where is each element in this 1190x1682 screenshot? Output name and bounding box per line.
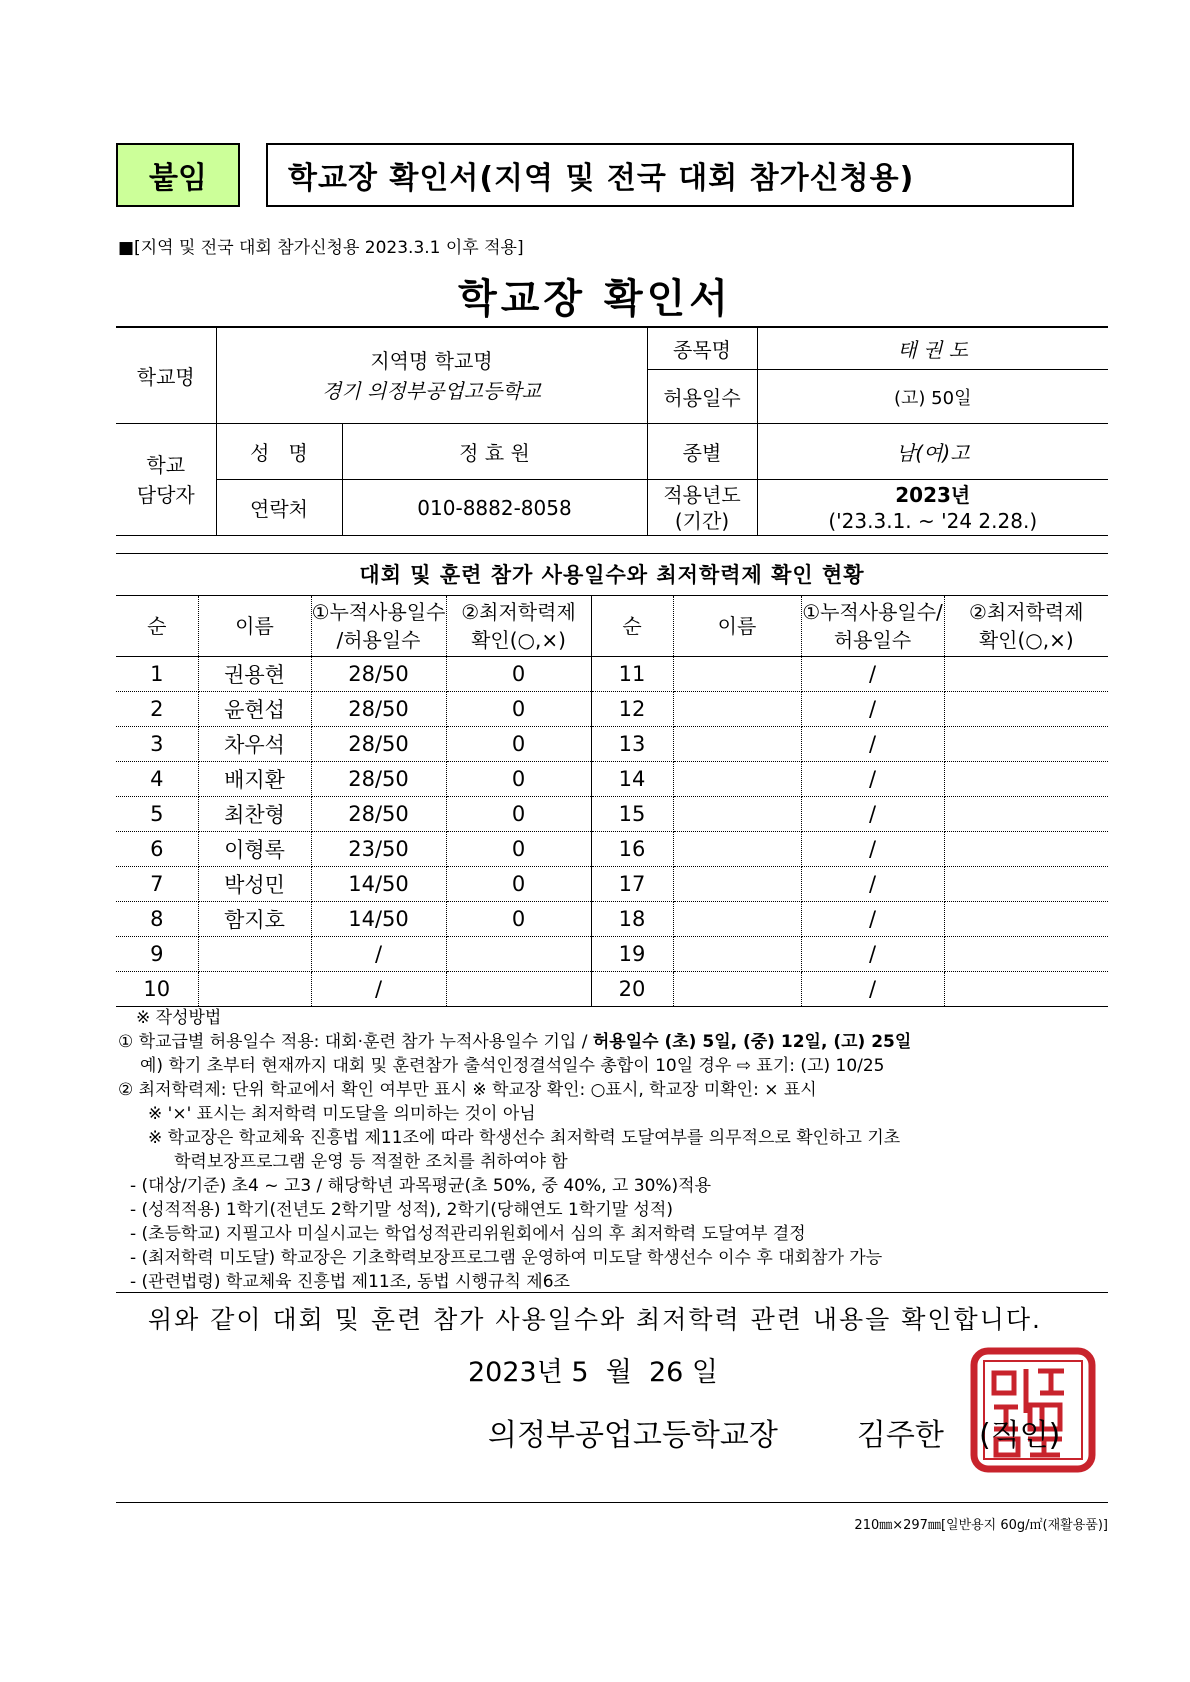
school-info-table bbox=[116, 327, 1108, 536]
row-name bbox=[673, 902, 801, 937]
row-name: 함지호 bbox=[198, 902, 311, 937]
applicability-note: ■[지역 및 전국 대회 참가신청용 2023.3.1 이후 적용] bbox=[118, 238, 524, 258]
instruction-8: - (성적적용) 1학기(전년도 2학기말 성적), 2학기(당해연도 1학기말 성적) bbox=[130, 1200, 673, 1220]
table-row bbox=[116, 797, 1108, 832]
row-check bbox=[944, 657, 1108, 692]
row-days: 14/50 bbox=[311, 867, 446, 902]
row-days: 28/50 bbox=[311, 797, 446, 832]
row-name bbox=[198, 937, 311, 972]
row-days: / bbox=[311, 972, 446, 1007]
row-name bbox=[673, 657, 801, 692]
row-check: 0 bbox=[446, 832, 591, 867]
school-name: 경기 의정부공업고등학교 bbox=[322, 378, 541, 403]
row-days: / bbox=[801, 972, 944, 1007]
row-no: 1 bbox=[116, 657, 198, 692]
row-check bbox=[446, 972, 591, 1007]
row-no: 13 bbox=[591, 727, 673, 762]
instructions bbox=[118, 1006, 1108, 1294]
row-check bbox=[944, 972, 1108, 1007]
col-header-check-line1: ②최저학력제 bbox=[461, 600, 576, 624]
row-check bbox=[944, 937, 1108, 972]
manager-label-line2: 담당자 bbox=[136, 482, 195, 507]
row-days: / bbox=[311, 937, 446, 972]
principal-name: 김주한 bbox=[856, 1418, 944, 1453]
col-header-check-right-line1: ②최저학력제 bbox=[968, 600, 1084, 624]
period-label bbox=[647, 480, 757, 536]
instruction-10: - (최저학력 미도달) 학교장은 기초학력보장프로그램 운영하여 미도달 학생선수 이수 후 대회참가 가능 bbox=[130, 1248, 883, 1268]
col-header-no-right: 순 bbox=[591, 596, 673, 657]
row-no: 17 bbox=[591, 867, 673, 902]
row-days: / bbox=[801, 762, 944, 797]
row-days: / bbox=[801, 867, 944, 902]
roster-section-title: 대회 및 훈련 참가 사용일수와 최저학력제 확인 현황 bbox=[116, 553, 1108, 596]
row-days: / bbox=[801, 797, 944, 832]
name-value: 정 효 원 bbox=[342, 424, 647, 480]
row-name bbox=[673, 797, 801, 832]
row-check: 0 bbox=[446, 657, 591, 692]
row-name bbox=[673, 762, 801, 797]
issue-date: 2023년 5 월 26 일 bbox=[468, 1357, 718, 1388]
row-check: 0 bbox=[446, 727, 591, 762]
row-check bbox=[944, 762, 1108, 797]
row-name bbox=[673, 832, 801, 867]
allowed-days-label: 허용일수 bbox=[647, 370, 757, 424]
row-name bbox=[673, 867, 801, 902]
row-no: 16 bbox=[591, 832, 673, 867]
period-range: ('23.3.1. ~ '24 2.28.) bbox=[828, 508, 1038, 533]
instruction-6: 학력보장프로그램 운영 등 적절한 조치를 취하여야 함 bbox=[174, 1152, 568, 1172]
row-days: / bbox=[801, 692, 944, 727]
row-days: / bbox=[801, 937, 944, 972]
category-label: 종별 bbox=[647, 424, 757, 480]
row-check bbox=[944, 692, 1108, 727]
row-check: 0 bbox=[446, 762, 591, 797]
table-row bbox=[116, 937, 1108, 972]
table-row bbox=[116, 657, 1108, 692]
row-name: 차우석 bbox=[198, 727, 311, 762]
event-value: 태 권 도 bbox=[757, 328, 1108, 370]
row-check bbox=[944, 902, 1108, 937]
instruction-1a: ① 학교급별 허용일수 적용: 대회·훈련 참가 누적사용일수 기입 / bbox=[118, 1032, 593, 1052]
table-row bbox=[116, 972, 1108, 1007]
row-no: 10 bbox=[116, 972, 198, 1007]
region-school-label: 지역명 학교명 bbox=[370, 348, 493, 373]
period-value bbox=[757, 480, 1108, 536]
row-days: / bbox=[801, 832, 944, 867]
manager-label bbox=[116, 424, 216, 536]
row-no: 18 bbox=[591, 902, 673, 937]
instructions-heading: ※ 작성방법 bbox=[136, 1008, 222, 1028]
col-header-days-line2: /허용일수 bbox=[336, 628, 421, 652]
row-name: 박성민 bbox=[198, 867, 311, 902]
event-label: 종목명 bbox=[647, 328, 757, 370]
year-value: 2023년 bbox=[895, 482, 971, 507]
row-days: 28/50 bbox=[311, 692, 446, 727]
row-no: 14 bbox=[591, 762, 673, 797]
allowed-days-value: (고) 50일 bbox=[757, 370, 1108, 424]
row-no: 3 bbox=[116, 727, 198, 762]
row-days: 28/50 bbox=[311, 762, 446, 797]
col-header-no: 순 bbox=[116, 596, 198, 657]
category-value: 남(여)고 bbox=[757, 424, 1108, 480]
row-no: 12 bbox=[591, 692, 673, 727]
instruction-9: - (초등학교) 지필고사 미실시교는 학업성적관리위원회에서 심의 후 최저학력 도달여부 결정 bbox=[130, 1224, 806, 1244]
instruction-1b: 허용일수 (초) 5일, (중) 12일, (고) 25일 bbox=[592, 1032, 912, 1052]
instruction-line bbox=[118, 1030, 1108, 1054]
row-name: 배지환 bbox=[198, 762, 311, 797]
col-header-check-line2: 확인(○,×) bbox=[471, 628, 566, 652]
instruction-5: ※ 학교장은 학교체육 진흥법 제11조에 따라 학생선수 최저학력 도달여부를 의무적으로 확인하고 기초 bbox=[148, 1128, 901, 1148]
row-check: 0 bbox=[446, 867, 591, 902]
contact-label: 연락처 bbox=[216, 480, 342, 536]
row-no: 4 bbox=[116, 762, 198, 797]
row-check: 0 bbox=[446, 797, 591, 832]
col-header-days-right bbox=[801, 596, 944, 657]
confirmation-statement: 위와 같이 대회 및 훈련 참가 사용일수와 최저학력 관련 내용을 확인합니다. bbox=[148, 1305, 1042, 1334]
row-days: 23/50 bbox=[311, 832, 446, 867]
row-days: / bbox=[801, 727, 944, 762]
table-row bbox=[116, 832, 1108, 867]
row-check bbox=[944, 832, 1108, 867]
row-no: 20 bbox=[591, 972, 673, 1007]
instruction-4: ※ '×' 표시는 최저학력 미도달을 의미하는 것이 아님 bbox=[148, 1104, 536, 1124]
instruction-11: - (관련법령) 학교체육 진흥법 제11조, 동법 시행규칙 제6조 bbox=[130, 1272, 570, 1292]
row-name bbox=[673, 692, 801, 727]
signature-line bbox=[488, 1410, 1060, 1454]
table-row bbox=[116, 902, 1108, 937]
row-check bbox=[944, 727, 1108, 762]
roster-table bbox=[116, 595, 1108, 1007]
seal-label: (직인) bbox=[978, 1418, 1061, 1453]
row-name bbox=[673, 727, 801, 762]
row-no: 8 bbox=[116, 902, 198, 937]
row-days: / bbox=[801, 657, 944, 692]
row-name: 이형록 bbox=[198, 832, 311, 867]
row-no: 5 bbox=[116, 797, 198, 832]
row-no: 6 bbox=[116, 832, 198, 867]
row-days: 14/50 bbox=[311, 902, 446, 937]
period-label-line2: (기간) bbox=[674, 508, 730, 533]
row-check bbox=[944, 867, 1108, 902]
table-row bbox=[116, 867, 1108, 902]
paper-spec: 210㎜×297㎜[일반용지 60g/㎡(재활용품)] bbox=[854, 1518, 1108, 1533]
attachment-tag: 붙임 bbox=[116, 143, 240, 207]
table-row bbox=[116, 692, 1108, 727]
row-name bbox=[673, 937, 801, 972]
divider bbox=[116, 1292, 1108, 1293]
contact-value: 010-8882-8058 bbox=[342, 480, 647, 536]
school-name-cell bbox=[216, 328, 647, 424]
divider bbox=[116, 1502, 1108, 1503]
row-check bbox=[944, 797, 1108, 832]
col-header-days bbox=[311, 596, 446, 657]
school-principal-title: 의정부공업고등학교장 bbox=[488, 1418, 778, 1453]
row-name bbox=[673, 972, 801, 1007]
col-header-days-line1: ①누적사용일수 bbox=[311, 600, 446, 624]
col-header-days-right-line1: ①누적사용일수/ bbox=[802, 600, 943, 624]
row-no: 7 bbox=[116, 867, 198, 902]
row-no: 11 bbox=[591, 657, 673, 692]
row-no: 9 bbox=[116, 937, 198, 972]
row-days: 28/50 bbox=[311, 727, 446, 762]
row-days: / bbox=[801, 902, 944, 937]
col-header-name: 이름 bbox=[198, 596, 311, 657]
row-no: 19 bbox=[591, 937, 673, 972]
row-days: 28/50 bbox=[311, 657, 446, 692]
page-title: 학교장 확인서 bbox=[458, 276, 732, 322]
manager-label-line1: 학교 bbox=[146, 452, 186, 477]
document-heading: 학교장 확인서(지역 및 전국 대회 참가신청용) bbox=[266, 143, 1074, 207]
row-name bbox=[198, 972, 311, 1007]
row-name: 윤현섭 bbox=[198, 692, 311, 727]
instruction-2: 예) 학기 초부터 현재까지 대회 및 훈련참가 출석인정결석일수 총합이 10일 경우 ⇨ 표기: (고) 10/25 bbox=[140, 1056, 885, 1076]
row-name: 최찬형 bbox=[198, 797, 311, 832]
table-row bbox=[116, 762, 1108, 797]
col-header-check-right-line2: 확인(○,×) bbox=[978, 628, 1074, 652]
row-no: 15 bbox=[591, 797, 673, 832]
row-check: 0 bbox=[446, 902, 591, 937]
table-row bbox=[116, 727, 1108, 762]
school-label: 학교명 bbox=[116, 328, 216, 424]
row-check bbox=[446, 937, 591, 972]
row-name: 권용현 bbox=[198, 657, 311, 692]
period-label-line1: 적용년도 bbox=[663, 482, 741, 507]
col-header-name-right: 이름 bbox=[673, 596, 801, 657]
row-no: 2 bbox=[116, 692, 198, 727]
col-header-check-right bbox=[944, 596, 1108, 657]
instruction-7: - (대상/기준) 초4 ~ 고3 / 해당학년 과목평균(초 50%, 중 40%, 고 30%)적용 bbox=[130, 1176, 712, 1196]
instruction-3: ② 최저학력제: 단위 학교에서 확인 여부만 표시 ※ 학교장 확인: ○표시, 학교장 미확인: × 표시 bbox=[118, 1080, 817, 1100]
col-header-check bbox=[446, 596, 591, 657]
col-header-days-right-line2: 허용일수 bbox=[833, 628, 912, 652]
name-label: 성 명 bbox=[216, 424, 342, 480]
row-check: 0 bbox=[446, 692, 591, 727]
